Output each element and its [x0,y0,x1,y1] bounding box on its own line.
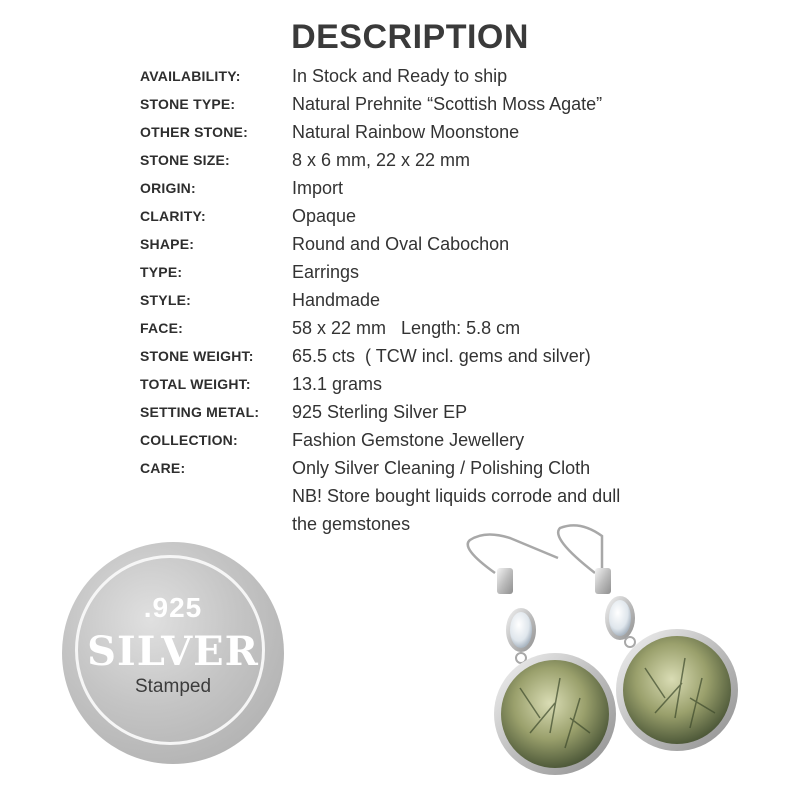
spec-label: CARE: [140,460,186,476]
spec-row-origin [140,174,740,202]
spec-value: Opaque [292,206,357,226]
spec-value: 65.5 cts ( TCW incl. gems and silver) [292,346,591,366]
care-line: the gemstones [292,514,411,534]
spec-row-clarity [140,202,740,230]
spec-label: TOTAL WEIGHT: [140,376,251,392]
spec-row-other-stone [140,118,740,146]
spec-row-type [140,258,740,286]
spec-row-stone-size [140,146,740,174]
spec-value: 925 Sterling Silver EP [292,402,468,422]
spec-label: OTHER STONE: [140,124,248,140]
spec-value: Earrings [292,262,360,282]
spec-label: SETTING METAL: [140,404,260,420]
spec-row-availability [140,62,740,90]
page-title: DESCRIPTION [291,18,529,56]
spec-row-shape [140,230,740,258]
spec-label: COLLECTION: [140,432,238,448]
earrings-photo [440,518,760,798]
spec-label: ORIGIN: [140,180,196,196]
seal-note: Stamped [134,676,212,697]
seal-purity: .925 [143,592,203,623]
spec-label: AVAILABILITY: [140,68,241,84]
spec-row-stone-type [140,90,740,118]
care-line: NB! Store bought liquids corrode and dull [292,486,621,506]
spec-row-face [140,314,740,342]
spec-value: Fashion Gemstone Jewellery [292,430,525,450]
spec-value: 8 x 6 mm, 22 x 22 mm [292,150,471,170]
spec-table [140,62,740,538]
silver-seal-badge [62,542,284,764]
spec-value: Import [292,178,344,198]
spec-label: STONE SIZE: [140,152,230,168]
spec-row-stone-weight [140,342,740,370]
spec-value: Natural Rainbow Moonstone [292,122,520,142]
care-line: Only Silver Cleaning / Polishing Cloth [292,458,591,478]
spec-value: Handmade [292,290,381,310]
spec-label: SHAPE: [140,236,195,252]
spec-row-setting-metal [140,398,740,426]
spec-value: 13.1 grams [292,374,383,394]
spec-label: CLARITY: [140,208,206,224]
spec-label: FACE: [140,320,183,336]
spec-label: STONE TYPE: [140,96,236,112]
spec-label: TYPE: [140,264,183,280]
spec-value: Round and Oval Cabochon [292,234,510,254]
spec-value: Natural Prehnite “Scottish Moss Agate” [292,94,603,114]
spec-value: In Stock and Ready to ship [292,66,508,86]
spec-value: 58 x 22 mm Length: 5.8 cm [292,318,521,338]
seal-metal: SILVER [87,628,259,675]
spec-row-style [140,286,740,314]
spec-label: STYLE: [140,292,191,308]
spec-row-collection [140,426,740,454]
spec-row-total-weight [140,370,740,398]
spec-label: STONE WEIGHT: [140,348,254,364]
